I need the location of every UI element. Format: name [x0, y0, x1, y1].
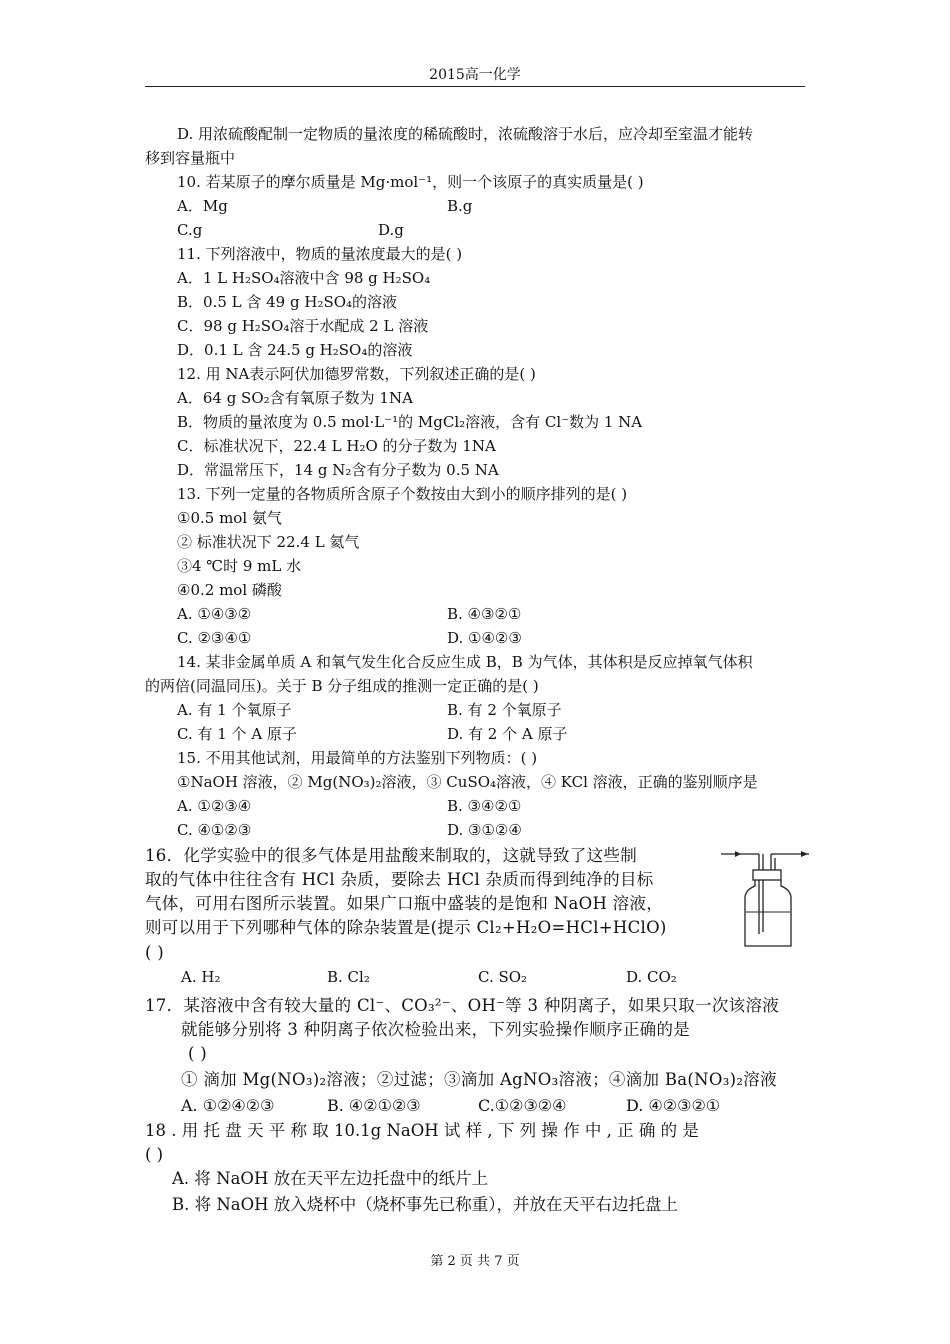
q14-option-d: D. 有 2 个 A 原子	[447, 725, 568, 743]
page-number: 第 2 页 共 7 页	[430, 1254, 520, 1269]
q13-option-d: D. ①④②③	[447, 629, 522, 647]
gas-washing-bottle-diagram	[715, 842, 815, 950]
q15-option-d: D. ③①②④	[447, 821, 522, 839]
q16-option-a: A. H₂	[181, 968, 221, 986]
q15-option-b: B. ③④②①	[447, 797, 522, 815]
q12-option-d: D．常温常压下，14 g N₂含有分子数为 0.5 NA	[177, 461, 499, 479]
q14-option-b: B. 有 2 个氧原子	[447, 701, 562, 719]
q12-option-c: C．标准状况下，22.4 L H₂O 的分子数为 1NA	[177, 437, 496, 455]
header-rule	[145, 86, 805, 87]
q16-stem-line4: 则可以用于下列哪种气体的除杂装置是(提示 Cl₂+H₂O=HCl+HClO)	[145, 918, 667, 937]
q13-option-c: C. ②③④①	[177, 629, 252, 647]
q14-option-c: C. 有 1 个 A 原子	[177, 725, 297, 743]
q10-option-b: B.g	[447, 197, 473, 215]
q17-stem-line1: 17．某溶液中含有较大量的 Cl⁻、CO₃²⁻、OH⁻等 3 种阴离子，如果只取一次该溶液	[145, 996, 780, 1015]
outlet-arrow-icon	[801, 851, 808, 857]
q9-option-d-line1: D. 用浓硫酸配制一定物质的量浓度的稀硫酸时，浓硫酸溶于水后，应冷却至室温才能转	[177, 125, 754, 143]
q15-option-c: C. ④①②③	[177, 821, 252, 839]
q16-option-b: B. Cl₂	[327, 968, 370, 986]
q10-option-d: D.g	[378, 221, 404, 239]
q13-stem: 13. 下列一定量的各物质所含原子个数按由大到小的顺序排列的是( )	[177, 485, 628, 503]
q11-option-a: A．1 L H₂SO₄溶液中含 98 g H₂SO₄	[177, 269, 431, 287]
q15-stem: 15. 不用其他试剂，用最简单的方法鉴别下列物质：( )	[177, 749, 538, 767]
q11-stem: 11. 下列溶液中，物质的量浓度最大的是( )	[177, 245, 463, 263]
q10-option-a: A．Mg	[177, 197, 228, 215]
wide-mouth-bottle	[745, 880, 791, 946]
q13-item-1: ①0.5 mol 氨气	[177, 509, 282, 527]
q17-steps: ① 滴加 Mg(NO₃)₂溶液；②过滤；③滴加 AgNO₃溶液；④滴加 Ba(NO₃)₂溶液	[181, 1070, 777, 1089]
q13-item-3: ③4 ℃时 9 mL 水	[177, 557, 302, 575]
q16-stem-line3: 气体，可用右图所示装置。如果广口瓶中盛装的是饱和 NaOH 溶液，	[145, 894, 664, 913]
q11-option-c: C．98 g H₂SO₄溶于水配成 2 L 溶液	[177, 317, 429, 335]
q12-stem: 12. 用 NA表示阿伏加德罗常数，下列叙述正确的是( )	[177, 365, 536, 383]
q14-stem-line1: 14. 某非金属单质 A 和氧气发生化合反应生成 B，B 为气体，其体积是反应掉氧气体积	[177, 653, 753, 671]
q16-option-d: D. CO₂	[626, 968, 677, 986]
q15-option-a: A. ①②③④	[177, 797, 252, 815]
q17-option-a: A. ①②④②③	[181, 1096, 275, 1115]
q17-stem-line2: 就能够分别将 3 种阴离子依次检验出来，下列实验操作顺序正确的是	[181, 1020, 691, 1039]
inlet-arrow-icon	[735, 851, 741, 857]
q17-option-c: C.①②③②④	[478, 1096, 567, 1115]
q16-stem-line1: 16．化学实验中的很多气体是用盐酸来制取的，这就导致了这些制	[145, 846, 637, 865]
q17-option-d: D. ④②③②①	[626, 1096, 721, 1115]
q11-option-d: D．0.1 L 含 24.5 g H₂SO₄的溶液	[177, 341, 413, 359]
q13-option-a: A. ①④③②	[177, 605, 252, 623]
q14-stem-line2: 的两倍(同温同压)。关于 B 分子组成的推测一定正确的是( )	[145, 677, 539, 695]
q11-option-b: B．0.5 L 含 49 g H₂SO₄的溶液	[177, 293, 398, 311]
page-header: 2015高一化学	[429, 67, 521, 83]
q15-substances: ①NaOH 溶液，② Mg(NO₃)₂溶液，③ CuSO₄溶液，④ KCl 溶液，正确的鉴别顺序是	[177, 773, 758, 791]
stopper	[753, 870, 781, 880]
q18-option-a: A. 将 NaOH 放在天平左边托盘中的纸片上	[172, 1169, 489, 1188]
q13-item-2: ② 标准状况下 22.4 L 氦气	[177, 533, 360, 551]
q13-item-4: ④0.2 mol 磷酸	[177, 581, 282, 599]
q10-option-c: C.g	[177, 221, 203, 239]
q10-stem: 10. 若某原子的摩尔质量是 Mg·mol⁻¹，则一个该原子的真实质量是( )	[177, 173, 644, 191]
q18-stem-line2: ( )	[145, 1145, 164, 1164]
q18-stem-line1: 18 . 用 托 盘 天 平 称 取 10.1g NaOH 试 样 , 下 列 操 作 中 , 正 确 的 是	[145, 1121, 699, 1140]
q16-stem-line2: 取的气体中往往含有 HCl 杂质，要除去 HCl 杂质而得到纯净的目标	[145, 870, 654, 889]
q9-option-d-line2: 移到容量瓶中	[145, 149, 236, 167]
q12-option-b: B．物质的量浓度为 0.5 mol·L⁻¹的 MgCl₂溶液，含有 Cl⁻数为 1 NA	[177, 413, 643, 431]
q16-option-c: C. SO₂	[478, 968, 528, 986]
q18-option-b: B. 将 NaOH 放入烧杯中（烧杯事先已称重），并放在天平右边托盘上	[172, 1195, 679, 1214]
q12-option-a: A．64 g SO₂含有氧原子数为 1NA	[177, 389, 413, 407]
q14-option-a: A. 有 1 个氧原子	[177, 701, 292, 719]
q13-option-b: B. ④③②①	[447, 605, 522, 623]
q17-stem-line3: ( )	[188, 1044, 208, 1063]
q17-option-b: B. ④②①②③	[327, 1096, 421, 1115]
q16-stem-line5: ( )	[145, 943, 165, 962]
